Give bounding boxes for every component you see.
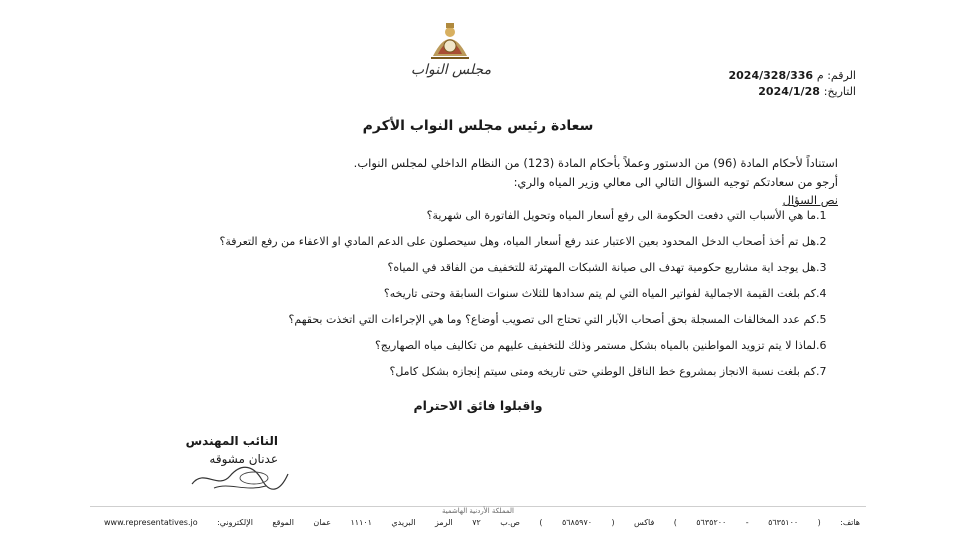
question-item	[108, 209, 838, 235]
reference-value: 2024/328/336	[728, 69, 814, 82]
coat-of-arms-icon	[427, 20, 473, 62]
intro-line: استناداً لأحكام المادة (96) من الدستور وعملاً بأحكام المادة (123) من النظام الداخلي لمجلس النواب.	[353, 156, 838, 170]
question-number: 7.	[816, 365, 827, 378]
reference-label: الرقم: م	[816, 69, 856, 82]
question-text: ما هي الأسباب التي دفعت الحكومة الى رفع أسعار المياه وتحويل الفاتورة الى شهرية؟	[426, 209, 816, 222]
parliament-name: مجلس النواب	[410, 62, 492, 78]
date-label: التاريخ:	[823, 85, 856, 98]
signature-icon	[184, 462, 294, 496]
question-number: 1.	[816, 209, 827, 222]
question-text: هل تم أخذ أصحاب الدخل المحدود بعين الاعتبار عند رفع أسعار المياه، وهل سيحصلون على الدعم المادي او الاعفاء من رفع التعرفة؟	[219, 235, 816, 248]
question-item	[108, 235, 838, 261]
question-text: هل يوجد اية مشاريع حكومية تهدف الى صيانة الشبكات المهترئة للتخفيف من الفاقد في المياه؟	[387, 261, 816, 274]
question-item	[108, 365, 838, 391]
question-number: 2.	[816, 235, 827, 248]
question-item	[108, 313, 838, 339]
signer-title: النائب المهندس	[185, 434, 278, 448]
footer-country: المملكة الأردنية الهاشمية	[441, 507, 515, 515]
question-number: 6.	[816, 339, 827, 352]
question-text: كم عدد المخالفات المسجلة بحق أصحاب الآبار التي تحتاج الى تصويب أوضاع؟ وما هي الإجراءات التي اتخذت بحقهم؟	[288, 313, 816, 326]
letter-date	[758, 85, 856, 98]
question-text: كم بلغت القيمة الاجمالية لفواتير المياه التي لم يتم سدادها للثلاث سنوات السابقة وحتى تاريخه؟	[383, 287, 816, 300]
date-value: 2024/1/28	[758, 85, 820, 98]
question-item	[108, 287, 838, 313]
signer-name: عدنان مشوقه	[209, 452, 278, 466]
question-number: 4.	[816, 287, 827, 300]
question-item	[108, 261, 838, 287]
questions-heading: نص السؤال	[782, 193, 838, 207]
question-text: كم بلغت نسبة الانجاز بمشروع خط الناقل الوطني حتى تاريخه ومتى سيتم إنجازه بشكل كامل؟	[389, 365, 816, 378]
footer-contact: هاتف: ( ٥٦٣٥١٠٠ - ٥٦٣٥٢٠٠ ) فاكس ( ٥٦٨٥٩٧٠ ) ص.ب ٧٢ الرمز البريدي ١١١٠١ عمان الموقع الإلكتروني: www.representatives.jo	[104, 518, 860, 527]
intro-line: أرجو من سعادتكم توجيه السؤال التالي الى معالي وزير المياه والري:	[513, 175, 838, 189]
question-item	[108, 339, 838, 365]
question-text: لماذا لا يتم تزويد المواطنين بالمياه بشكل مستمر وذلك للتخفيف عليهم من تكاليف مياه الصهاريج؟	[374, 339, 816, 352]
question-number: 5.	[816, 313, 827, 326]
closing-line: واقبلوا فائق الاحترام	[413, 398, 543, 413]
reference-number	[729, 69, 857, 82]
question-number: 3.	[816, 261, 827, 274]
salutation: سعادة رئيس مجلس النواب الأكرم	[362, 118, 594, 134]
questions-list	[108, 209, 838, 391]
